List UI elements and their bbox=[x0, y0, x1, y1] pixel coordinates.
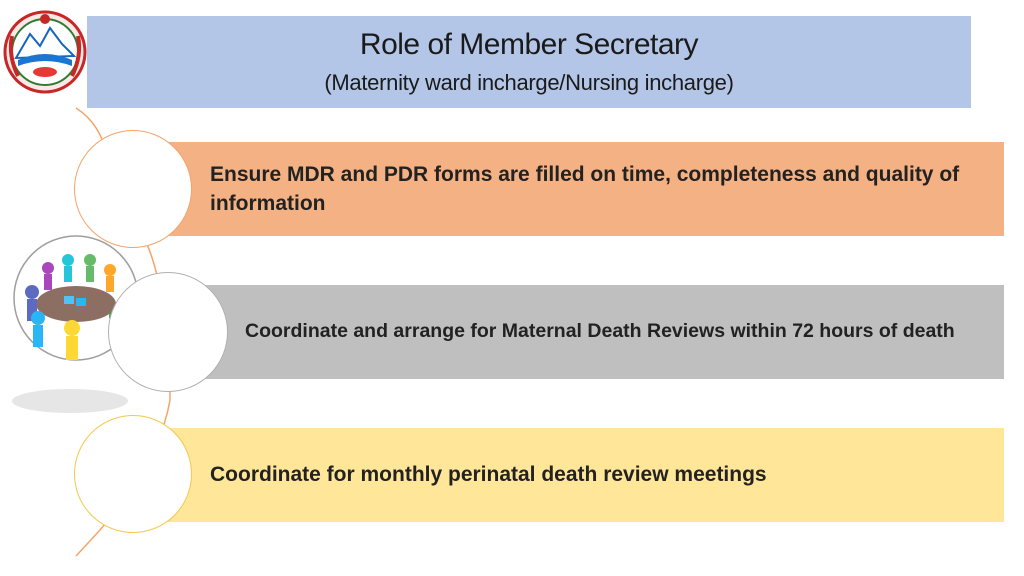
role-item-2 bbox=[190, 285, 1004, 379]
role-item-1-text: Ensure MDR and PDR forms are filled on time, completeness and quality of information bbox=[210, 162, 960, 215]
page-title: Role of Member Secretary bbox=[359, 28, 699, 61]
page-subtitle: (Maternity ward incharge/Nursing incharge) bbox=[324, 70, 734, 95]
item-1-circle bbox=[74, 130, 192, 248]
role-item-3-text: Coordinate for monthly perinatal death review meetings bbox=[210, 463, 767, 487]
role-item-3 bbox=[150, 428, 1004, 522]
role-item-1 bbox=[150, 142, 1004, 236]
item-2-circle bbox=[108, 272, 228, 392]
role-item-2-text: Coordinate and arrange for Maternal Death Reviews within 72 hours of death bbox=[245, 320, 955, 343]
title-banner bbox=[87, 16, 971, 108]
item-3-circle bbox=[74, 415, 192, 533]
government-emblem-icon bbox=[2, 6, 88, 98]
